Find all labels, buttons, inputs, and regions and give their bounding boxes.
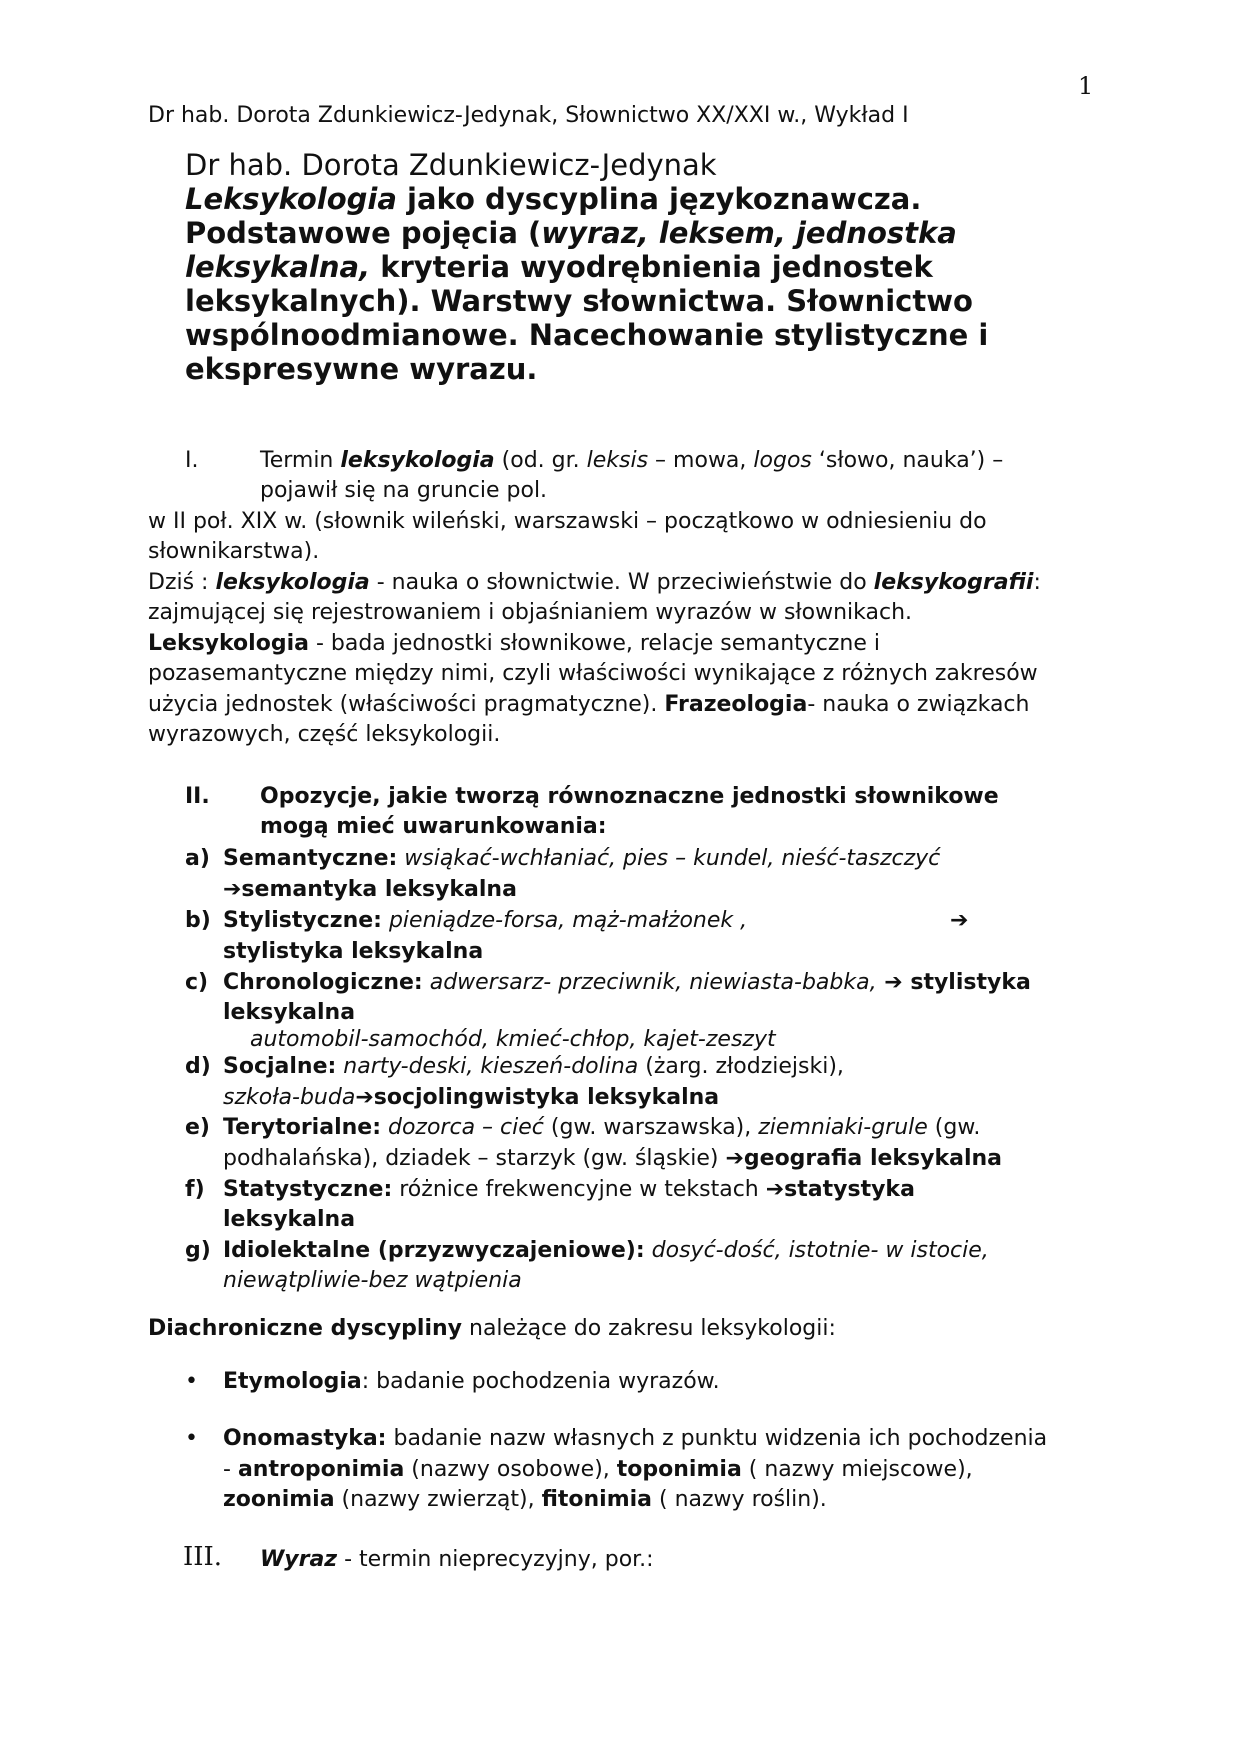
text: - nauka o słownictwie. W przeciwieństwie do — [369, 570, 874, 595]
section-1-number: I. — [185, 448, 199, 473]
result: ➔socjolingwistyka leksykalna — [355, 1085, 720, 1110]
item-label: a) — [185, 846, 210, 871]
examples: ziemniaki-grule — [758, 1115, 928, 1140]
text: (od. gr. — [494, 448, 587, 473]
bullet-onomastics-cont1 — [223, 1455, 973, 1485]
document-title — [185, 148, 1085, 386]
item-label: d) — [185, 1054, 211, 1079]
list-item-e-cont — [223, 1144, 1002, 1174]
section-1-line-g — [148, 629, 880, 659]
examples: pieniądze-forsa, mąż-małżonek , — [381, 908, 748, 933]
text: (gw. — [927, 1115, 981, 1140]
text: ( nazwy miejscowe), — [741, 1457, 973, 1482]
text: ( nazwy roślin). — [652, 1487, 827, 1512]
text: (nazwy osobowe), — [404, 1457, 617, 1482]
text: (gw. warszawska), — [543, 1115, 759, 1140]
term: Statystyczne: — [223, 1177, 393, 1202]
term: Semantyczne: — [223, 846, 398, 871]
title-line4: leksykalnych). Warstwy słownictwa. Słownictwo — [185, 284, 973, 318]
text: - termin nieprecyzyjny, por.: — [337, 1547, 654, 1572]
list-item-d-cont — [223, 1083, 719, 1113]
item-label: f) — [185, 1177, 205, 1202]
examples: wsiąkać-wchłaniać, pies – kundel, nieść-taszczyć — [397, 846, 941, 871]
title-line6: ekspresywne wyrazu. — [185, 352, 538, 386]
item-label: g) — [185, 1238, 211, 1263]
title-line2a: Podstawowe pojęcia ( — [185, 216, 542, 250]
term: Etymologia — [223, 1369, 362, 1394]
examples: adwersarz- przeciwnik, niewiasta-babka, — [422, 970, 877, 995]
title-line2b: wyraz, leksem, jednostka — [541, 216, 957, 250]
title-term: Leksykologia — [185, 182, 397, 216]
bullet-onomastics-cont2 — [223, 1485, 827, 1515]
term: Socjalne: — [223, 1054, 337, 1079]
text: należące do zakresu leksykologii: — [462, 1316, 836, 1341]
term: Diachroniczne dyscypliny — [148, 1316, 463, 1341]
title-line3a: leksykalna, — [185, 250, 371, 284]
bullet-icon: • — [185, 1369, 198, 1394]
result: ➔geografia leksykalna — [725, 1146, 1002, 1171]
term: zoonimia — [223, 1487, 335, 1512]
term: Wyraz — [260, 1547, 338, 1572]
bullet-icon: • — [185, 1426, 198, 1451]
list-item-c-examples: automobil-samochód, kmieć-chłop, kajet-zeszyt — [250, 1027, 776, 1052]
text: - nauka o związkach — [807, 692, 1030, 717]
result: ➔ stylistyka — [876, 970, 1031, 995]
section-1-line-f: zajmującej się rejestrowaniem i objaśnianiem wyrazów w słownikach. — [148, 600, 913, 625]
title-line5: wspólnoodmianowe. Nacechowanie stylistyczne i — [185, 318, 989, 352]
list-item-a-result: ➔semantyka leksykalna — [223, 877, 517, 902]
term: antroponimia — [237, 1457, 405, 1482]
section-3-number: III. — [183, 1542, 223, 1572]
text: różnice frekwencyjne w tekstach — [392, 1177, 766, 1202]
term: leksis — [586, 448, 649, 473]
list-item-b-result: stylistyka leksykalna — [223, 939, 484, 964]
result: ➔statystyka — [765, 1177, 915, 1202]
term: Frazeologia — [664, 692, 808, 717]
section-1-line-e — [148, 568, 1041, 598]
running-header: Dr hab. Dorota Zdunkiewicz-Jedynak, Słownictwo XX/XXI w., Wykład I — [148, 103, 909, 128]
section-1-line-d: słownikarstwa). — [148, 539, 320, 564]
title-line3b: kryteria wyodrębnienia jednostek — [370, 250, 933, 284]
section-1-line-h: pozasemantyczne między nimi, czyli właściwości wynikające z różnych zakresów — [148, 661, 1038, 686]
examples: dozorca – cieć — [381, 1115, 544, 1140]
term: logos — [753, 448, 812, 473]
text: - bada jednostki słownikowe, relacje semantyczne i — [308, 631, 881, 656]
item-label: e) — [185, 1115, 210, 1140]
diachronic-heading — [148, 1314, 836, 1344]
term: fitonimia — [541, 1487, 653, 1512]
text: Dziś : — [148, 570, 216, 595]
term: Terytorialne: — [223, 1115, 381, 1140]
text: (nazwy zwierząt), — [334, 1487, 542, 1512]
list-item-f-result: leksykalna — [223, 1207, 356, 1232]
examples: szkoła-buda — [223, 1085, 356, 1110]
examples: narty-deski, kieszeń-dolina — [336, 1054, 639, 1079]
list-item-c-result: leksykalna — [223, 1000, 356, 1025]
term: leksykologia — [340, 448, 495, 473]
section-2-number: II. — [185, 784, 210, 809]
section-1-line-c: w II poł. XIX w. (słownik wileński, warszawski – początkowo w odniesieniu do — [148, 509, 987, 534]
text: użycia jednostek (właściwości pragmatyczne). — [148, 692, 665, 717]
list-item-g-cont: niewątpliwie-bez wątpienia — [223, 1268, 522, 1293]
examples: dosyć-dość, istotnie- w istocie, — [644, 1238, 989, 1263]
text: badanie nazw własnych z punktu widzenia ich pochodzenia — [386, 1426, 1048, 1451]
text: - — [223, 1457, 238, 1482]
item-label: b) — [185, 908, 211, 933]
title-line1: jako dyscyplina językoznawcza. — [396, 182, 922, 216]
title-author: Dr hab. Dorota Zdunkiewicz-Jedynak — [185, 148, 717, 182]
item-label: c) — [185, 970, 209, 995]
arrow-icon: ➔ — [950, 908, 969, 933]
text: (żarg. złodziejski), — [638, 1054, 844, 1079]
section-2-heading-line1: Opozycje, jakie tworzą równoznaczne jednostki słownikowe — [260, 784, 999, 809]
term: Leksykologia — [148, 631, 309, 656]
term: Onomastyka: — [223, 1426, 387, 1451]
term: Stylistyczne: — [223, 908, 382, 933]
text: – mowa, — [648, 448, 754, 473]
section-1-line-i — [148, 690, 1029, 720]
text: : — [1033, 570, 1041, 595]
term: leksykologia — [215, 570, 370, 595]
term: Idiolektalne (przyzwyczajeniowe): — [223, 1238, 645, 1263]
term: Chronologiczne: — [223, 970, 423, 995]
section-1-line-b: pojawił się na gruncie pol. — [260, 478, 548, 503]
text: podhalańska), dziadek – starzyk (gw. śląskie) — [223, 1146, 726, 1171]
page-number: 1 — [1078, 72, 1094, 100]
text: Termin — [260, 448, 341, 473]
term: toponimia — [616, 1457, 742, 1482]
text: : badanie pochodzenia wyrazów. — [361, 1369, 720, 1394]
term: leksykografii — [873, 570, 1034, 595]
section-1-line-j: wyrazowych, część leksykologii. — [148, 722, 501, 747]
text: ‘słowo, nauka’) – — [811, 448, 1004, 473]
section-2-heading-line2: mogą mieć uwarunkowania: — [260, 814, 607, 839]
